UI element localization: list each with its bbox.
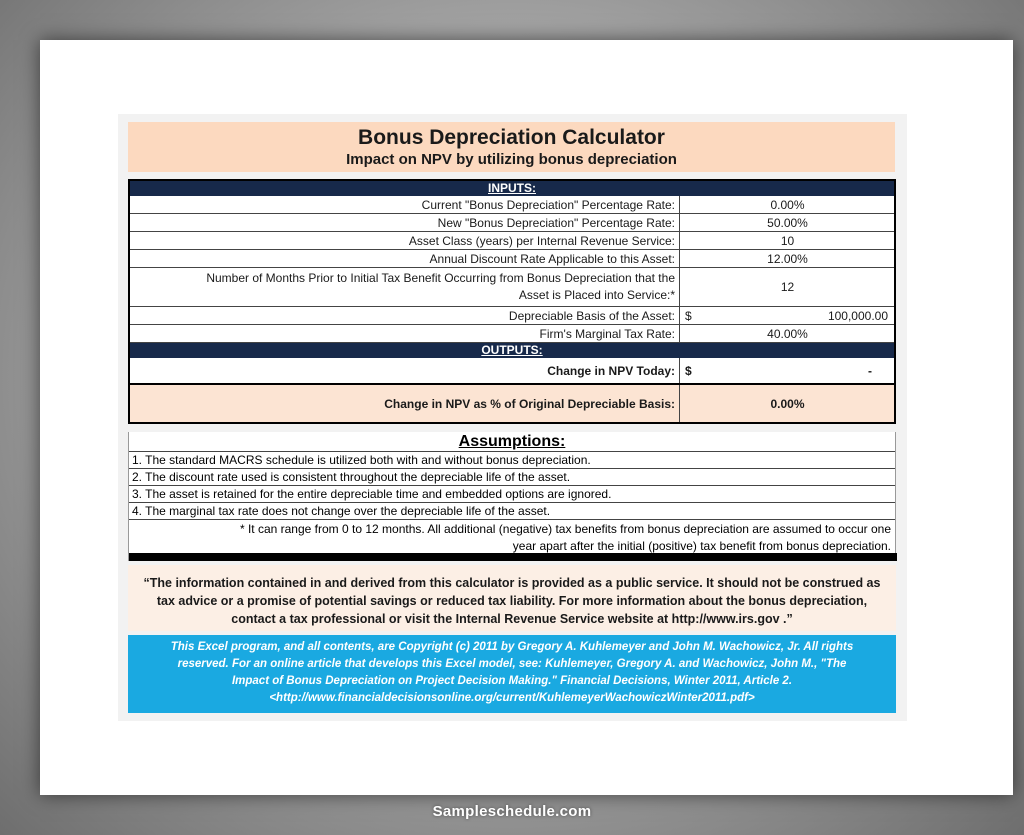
- assumptions-section: [128, 432, 896, 561]
- outputs-header: OUTPUTS:: [130, 343, 894, 358]
- input-row-current-bonus: [130, 196, 894, 214]
- assumptions-title: Assumptions:: [129, 432, 895, 452]
- page-subtitle: Impact on NPV by utilizing bonus depreciation: [346, 151, 677, 168]
- input-label: [130, 268, 680, 306]
- copyright-link[interactable]: <http://www.financialdecisionsonline.org/current/KuhlemeyerWachowiczWinter2011.pdf>: [269, 692, 755, 704]
- input-value-new-bonus[interactable]: 50.00%: [767, 215, 808, 230]
- calculator-header: [128, 122, 895, 172]
- copyright-notice: [128, 635, 896, 713]
- input-value-discount-rate[interactable]: 12.00%: [767, 251, 808, 266]
- copyright-line2: reserved. For an online article that develops this Excel model, see: Kuhlemeyer, Gregory A. and Wachowicz, John M., "The: [177, 658, 847, 670]
- input-label: New "Bonus Depreciation" Percentage Rate:: [130, 214, 680, 231]
- assumption-item: 3. The asset is retained for the entire depreciable time and embedded options are ignored.: [129, 486, 895, 503]
- section-divider: [129, 553, 897, 561]
- input-value-tax-rate[interactable]: 40.00%: [767, 326, 808, 341]
- input-label: Current "Bonus Depreciation" Percentage Rate:: [130, 196, 680, 213]
- output-label: Change in NPV Today:: [130, 358, 680, 383]
- disclaimer-line2: tax advice or a promise of potential savings or reduced tax liability. For more information about the bonus depreciation,: [156, 594, 868, 608]
- input-row-months-prior: [130, 268, 894, 307]
- currency-symbol: $: [685, 363, 692, 378]
- inputs-header: INPUTS:: [130, 181, 894, 196]
- input-label-line2: Asset is Placed into Service:*: [518, 288, 675, 302]
- currency-symbol: $: [685, 308, 692, 323]
- footnote-line1: * It can range from 0 to 12 months. All additional (negative) tax benefits from bonus depreciation are assumed to occur one: [239, 522, 891, 536]
- disclaimer-line3: contact a tax professional or visit the Internal Revenue Service website at http://www.irs.gov .”: [231, 612, 793, 626]
- assumption-item: 4. The marginal tax rate does not change over the depreciable life of the asset.: [129, 503, 895, 520]
- input-label: Depreciable Basis of the Asset:: [130, 307, 680, 324]
- npv-change-amount: -: [868, 363, 872, 378]
- input-row-asset-class: [130, 232, 894, 250]
- input-label: Annual Discount Rate Applicable to this Asset:: [130, 250, 680, 267]
- input-row-discount-rate: [130, 250, 894, 268]
- input-label: Firm's Marginal Tax Rate:: [130, 325, 680, 342]
- depreciable-basis-amount: 100,000.00: [827, 308, 888, 323]
- input-value-months-prior[interactable]: 12: [780, 280, 795, 294]
- input-value-current-bonus[interactable]: 0.00%: [770, 197, 805, 212]
- assumption-item: 2. The discount rate used is consistent throughout the depreciable life of the asset.: [129, 469, 895, 486]
- input-row-tax-rate: [130, 325, 894, 343]
- output-row-npv-pct: [130, 385, 894, 422]
- output-value-npv-pct: 0.00%: [770, 396, 805, 411]
- output-label: Change in NPV as % of Original Depreciable Basis:: [130, 385, 680, 422]
- input-value-asset-class[interactable]: 10: [780, 233, 795, 248]
- footnote-line2: year apart after the initial (positive) tax benefit from bonus depreciation.: [512, 539, 891, 553]
- assumption-item: 1. The standard MACRS schedule is utilized both with and without bonus depreciation.: [129, 452, 895, 469]
- page-title: Bonus Depreciation Calculator: [358, 126, 665, 149]
- watermark: Sampleschedule.com: [432, 803, 592, 820]
- output-value-npv-change: [681, 358, 894, 383]
- disclaimer-line1: “The information contained in and derived from this calculator is provided as a public service. It should not be construed as: [143, 576, 881, 590]
- input-row-depreciable-basis: [130, 307, 894, 325]
- disclaimer: [128, 565, 896, 631]
- input-label: Asset Class (years) per Internal Revenue Service:: [130, 232, 680, 249]
- input-label-line1: Number of Months Prior to Initial Tax Benefit Occurring from Bonus Depreciation that the: [206, 271, 675, 285]
- copyright-line3: Impact of Bonus Depreciation on Project Decision Making." Financial Decisions, Winter 2011, Article 2.: [231, 675, 793, 687]
- input-value-depreciable-basis[interactable]: [681, 307, 894, 324]
- input-row-new-bonus: [130, 214, 894, 232]
- copyright-line1: This Excel program, and all contents, are Copyright (c) 2011 by Gregory A. Kuhlemeyer and John M. Wachowicz, Jr. All rights: [170, 641, 854, 653]
- footnote: [129, 520, 895, 555]
- calculator-table: [128, 179, 896, 424]
- output-row-npv-change: [130, 358, 894, 385]
